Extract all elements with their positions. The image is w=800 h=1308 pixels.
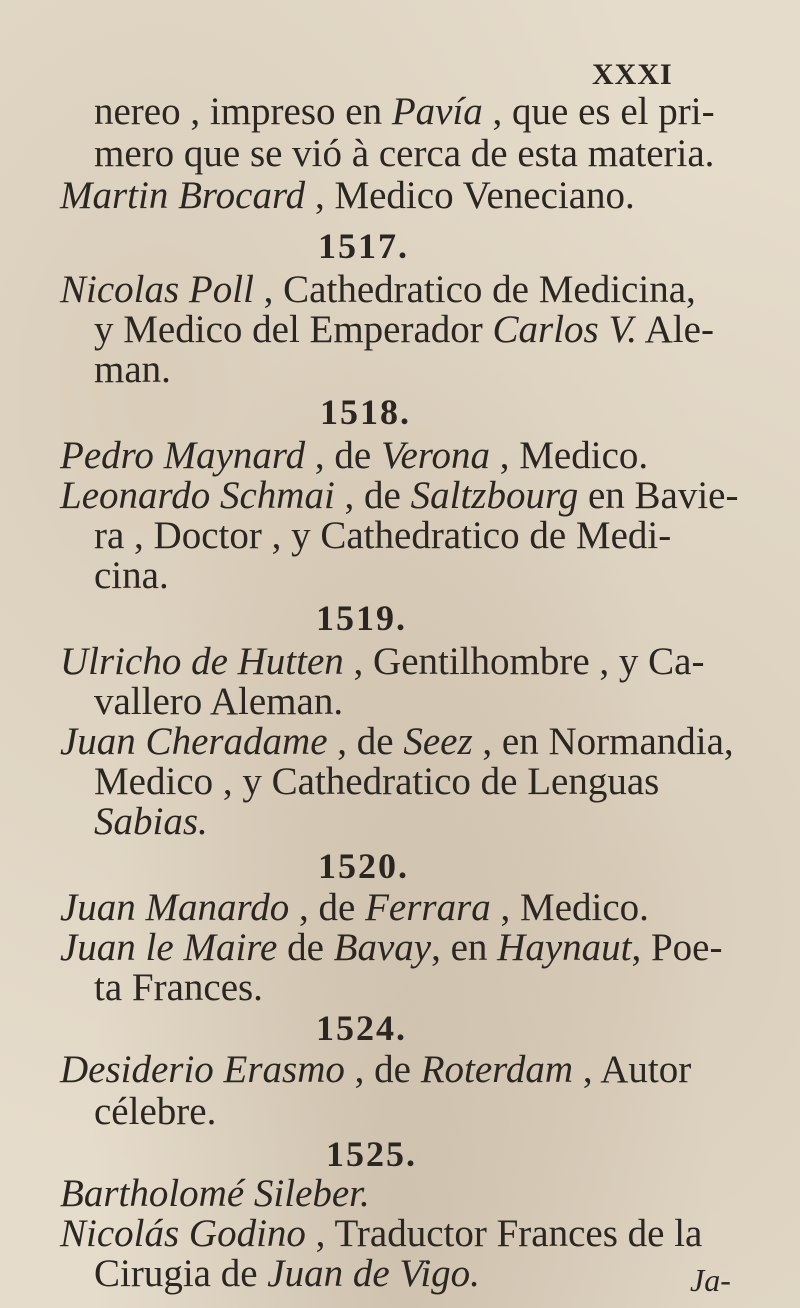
italic-run: Martin Brocard	[60, 174, 306, 217]
italic-run: Roterdam	[420, 1048, 574, 1091]
roman-run: cina.	[94, 554, 169, 597]
text-line	[60, 434, 648, 478]
text-line	[94, 800, 208, 844]
roman-run: ra , Doctor , y Cathedratico de Medi-	[94, 514, 672, 557]
roman-run: mero que se vió à cerca de esta materia.	[94, 132, 715, 175]
year-heading: 1525.	[326, 1134, 417, 1174]
roman-run: , que es el pri-	[482, 90, 715, 133]
year-heading: 1520.	[318, 846, 409, 886]
page-number: XXXI	[592, 58, 673, 91]
text-line	[60, 268, 696, 312]
italic-run: Juan le Maire	[60, 926, 278, 969]
roman-run: Medico , y Cathedratico de Lenguas	[94, 760, 660, 803]
roman-run: ta Frances.	[94, 966, 263, 1009]
italic-run: Desiderio Erasmo	[60, 1048, 345, 1091]
text-line	[60, 926, 722, 970]
italic-run: Ulricho de Hutten	[60, 640, 344, 683]
roman-run: , de	[334, 474, 411, 517]
roman-run: célebre.	[94, 1090, 217, 1133]
roman-run: man.	[94, 348, 171, 391]
roman-run: , en Normandia,	[472, 720, 734, 763]
italic-run: Carlos V.	[492, 308, 638, 351]
text-line	[60, 886, 649, 930]
text-line	[60, 1172, 370, 1216]
roman-run: , en	[431, 926, 498, 969]
text-line	[94, 554, 169, 598]
roman-run: , Autor	[573, 1048, 692, 1091]
italic-run: Juan Cheradame	[60, 720, 328, 763]
text-line	[94, 514, 671, 558]
italic-run: Haynaut	[497, 926, 632, 969]
text-line	[60, 474, 738, 518]
italic-run: Pedro Maynard	[60, 434, 306, 477]
year-heading: 1518.	[320, 392, 411, 432]
roman-run: , de	[305, 434, 381, 477]
roman-run: , Traductor Frances de la	[305, 1212, 703, 1255]
year-heading: 1519.	[316, 598, 407, 638]
italic-run: Seez	[403, 720, 473, 763]
roman-run: en Bavie-	[578, 474, 739, 517]
italic-run: Sabias.	[94, 800, 208, 843]
text-line	[94, 308, 714, 352]
roman-run: , Cathedratico de Medicina,	[253, 268, 696, 311]
italic-run: Verona	[380, 434, 490, 477]
italic-run: Pavía	[391, 90, 483, 133]
italic-run: Ferrara	[365, 886, 491, 929]
text-line	[94, 760, 659, 804]
italic-run: Juan de Vigo.	[267, 1252, 480, 1295]
roman-run: , Medico.	[490, 434, 649, 477]
text-line	[60, 1048, 691, 1092]
year-heading: 1524.	[316, 1008, 407, 1048]
text-line	[60, 640, 704, 684]
roman-run: Ale-	[637, 308, 714, 351]
text-line	[94, 680, 343, 724]
italic-run: Nicolas Poll	[60, 268, 254, 311]
text-line	[94, 966, 263, 1010]
text-line	[94, 132, 714, 176]
italic-run: Saltzbourg	[410, 474, 579, 517]
text-line	[94, 348, 171, 392]
text-line	[94, 90, 715, 134]
italic-run: Leonardo Schmai	[60, 474, 335, 517]
text-line	[94, 1252, 480, 1296]
roman-run: Cirugia de	[94, 1252, 268, 1295]
roman-run: , de	[289, 886, 366, 929]
catchword: Ja-	[690, 1262, 731, 1298]
roman-run: de	[277, 926, 334, 969]
roman-run: , Medico Veneciano.	[305, 174, 635, 217]
italic-run: Bartholomé Sileber.	[60, 1172, 370, 1215]
roman-run: , de	[327, 720, 404, 763]
roman-run: vallero Aleman.	[94, 680, 344, 723]
italic-run: Nicolás Godino	[60, 1212, 306, 1255]
roman-run: , Gentilhombre , y Ca-	[343, 640, 705, 683]
roman-run: nereo , impreso en	[94, 90, 392, 133]
text-line	[94, 1090, 216, 1134]
roman-run: y Medico del Emperador	[94, 308, 493, 351]
text-line	[60, 720, 734, 764]
italic-run: Juan Manardo	[60, 886, 290, 929]
roman-run: , Poe-	[631, 926, 723, 969]
text-line	[60, 174, 635, 218]
roman-run: , de	[344, 1048, 421, 1091]
italic-run: Bavay	[333, 926, 432, 969]
year-heading: 1517.	[318, 226, 409, 266]
roman-run: , Medico.	[490, 886, 649, 929]
text-line	[60, 1212, 702, 1256]
